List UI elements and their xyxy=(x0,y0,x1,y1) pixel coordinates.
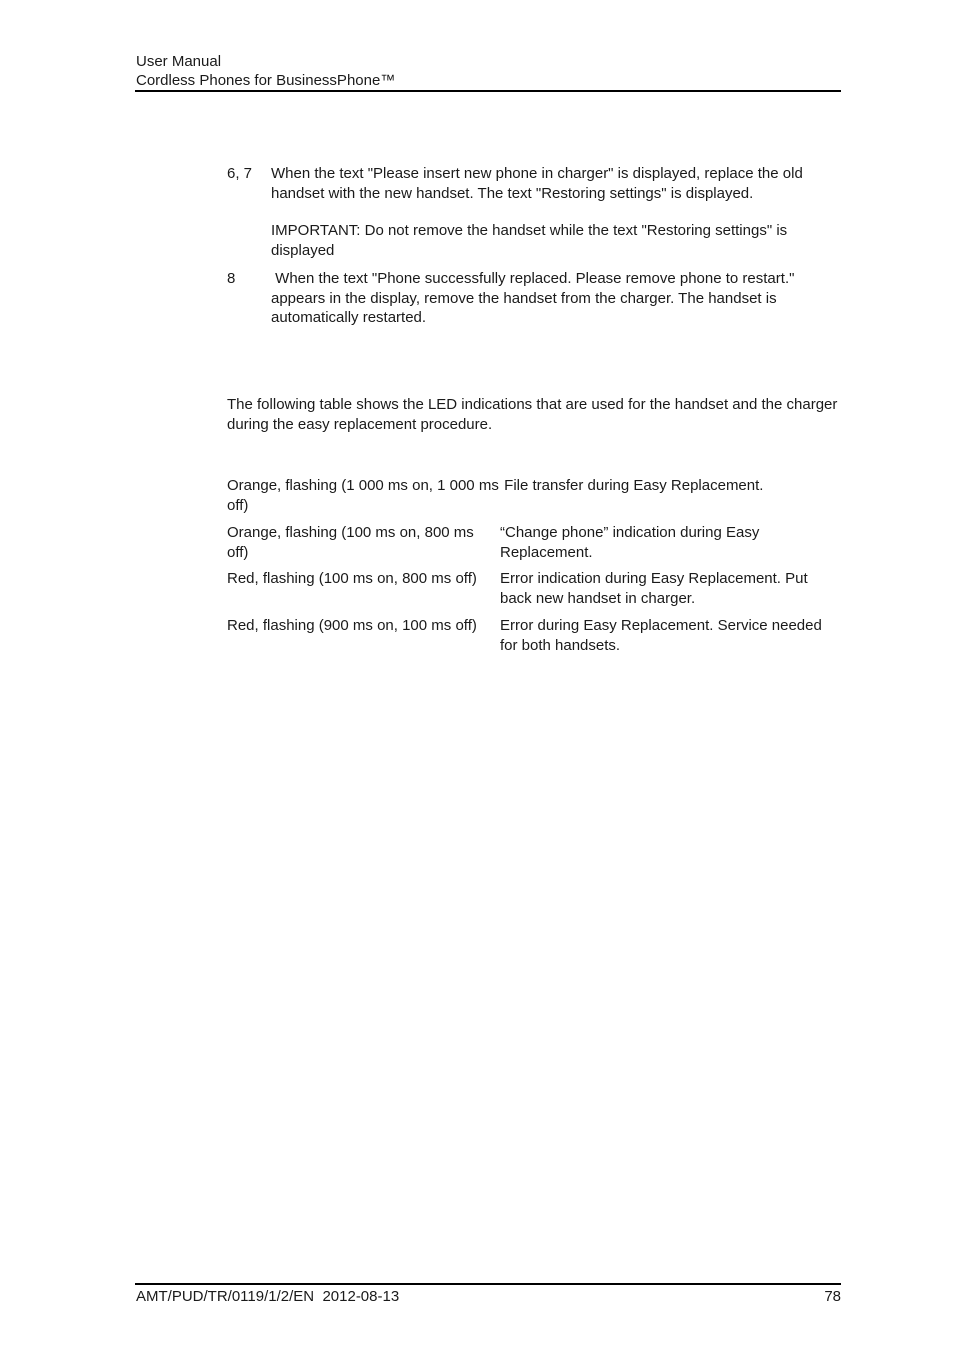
header-title: User Manual xyxy=(136,53,222,70)
table-cell-meaning: File transfer during Easy Replacement. xyxy=(500,477,764,494)
table-cell-meaning: Error during Easy Replacement. Service needed for both handsets. xyxy=(500,617,822,654)
table-cell-indication: Orange, flashing (1 000 ms on, 1 000 ms off) xyxy=(227,477,499,514)
intro-paragraph: The following table shows the LED indications that are used for the handset and the charger during the easy replacement procedure. xyxy=(227,396,838,433)
footer-document-id: AMT/PUD/TR/0119/1/2/EN 2012-08-13 xyxy=(136,1288,400,1305)
table-cell-meaning: Error indication during Easy Replacement. Put back new handset in charger. xyxy=(500,570,808,607)
step-text: When the text "Phone successfully replaced. Please remove phone to restart." appears in the display, remove the handset from the charger. The handset is automatically restarted. xyxy=(271,270,799,326)
header-rule xyxy=(135,90,841,92)
table-cell-indication: Red, flashing (100 ms on, 800 ms off) xyxy=(227,570,477,587)
footer-rule xyxy=(135,1283,841,1285)
step-number: 6, 7 xyxy=(227,165,253,182)
header-subtitle: Cordless Phones for BusinessPhone™ xyxy=(136,72,396,89)
table-cell-meaning: “Change phone” indication during Easy Replacement. xyxy=(500,524,760,561)
table-cell-indication: Red, flashing (900 ms on, 100 ms off) xyxy=(227,617,477,634)
step-note: IMPORTANT: Do not remove the handset while the text "Restoring settings" is displayed xyxy=(271,222,788,259)
step-number: 8 xyxy=(227,270,236,287)
table-cell-indication: Orange, flashing (100 ms on, 800 ms off) xyxy=(227,524,474,561)
step-text: When the text "Please insert new phone in charger" is displayed, replace the old handset with the new handset. The text "Restoring settings" is displayed. xyxy=(271,165,803,202)
page-number: 78 xyxy=(824,1288,841,1305)
